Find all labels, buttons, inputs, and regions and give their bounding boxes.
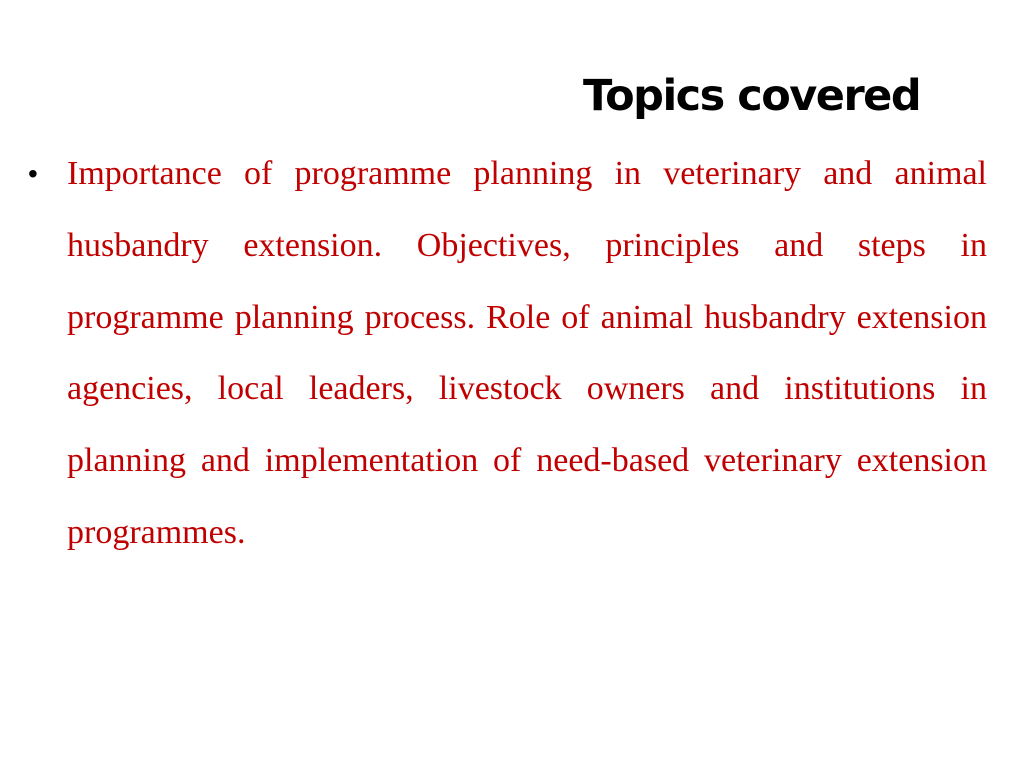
bullet-item <box>0 150 1024 581</box>
slide-title: Topics covered <box>583 71 921 121</box>
bullet-text: Importance of programme planning in veterinary and animal husbandry extension. Objectives, principles and steps in programme planning process. Role of animal husbandry extension agencies, local leaders, livestock owners and institutions in planning and implementation of need-based veterinary extension programmes. <box>67 155 987 551</box>
bullet-list <box>0 150 1024 581</box>
bullet-dot-icon: • <box>28 158 38 189</box>
